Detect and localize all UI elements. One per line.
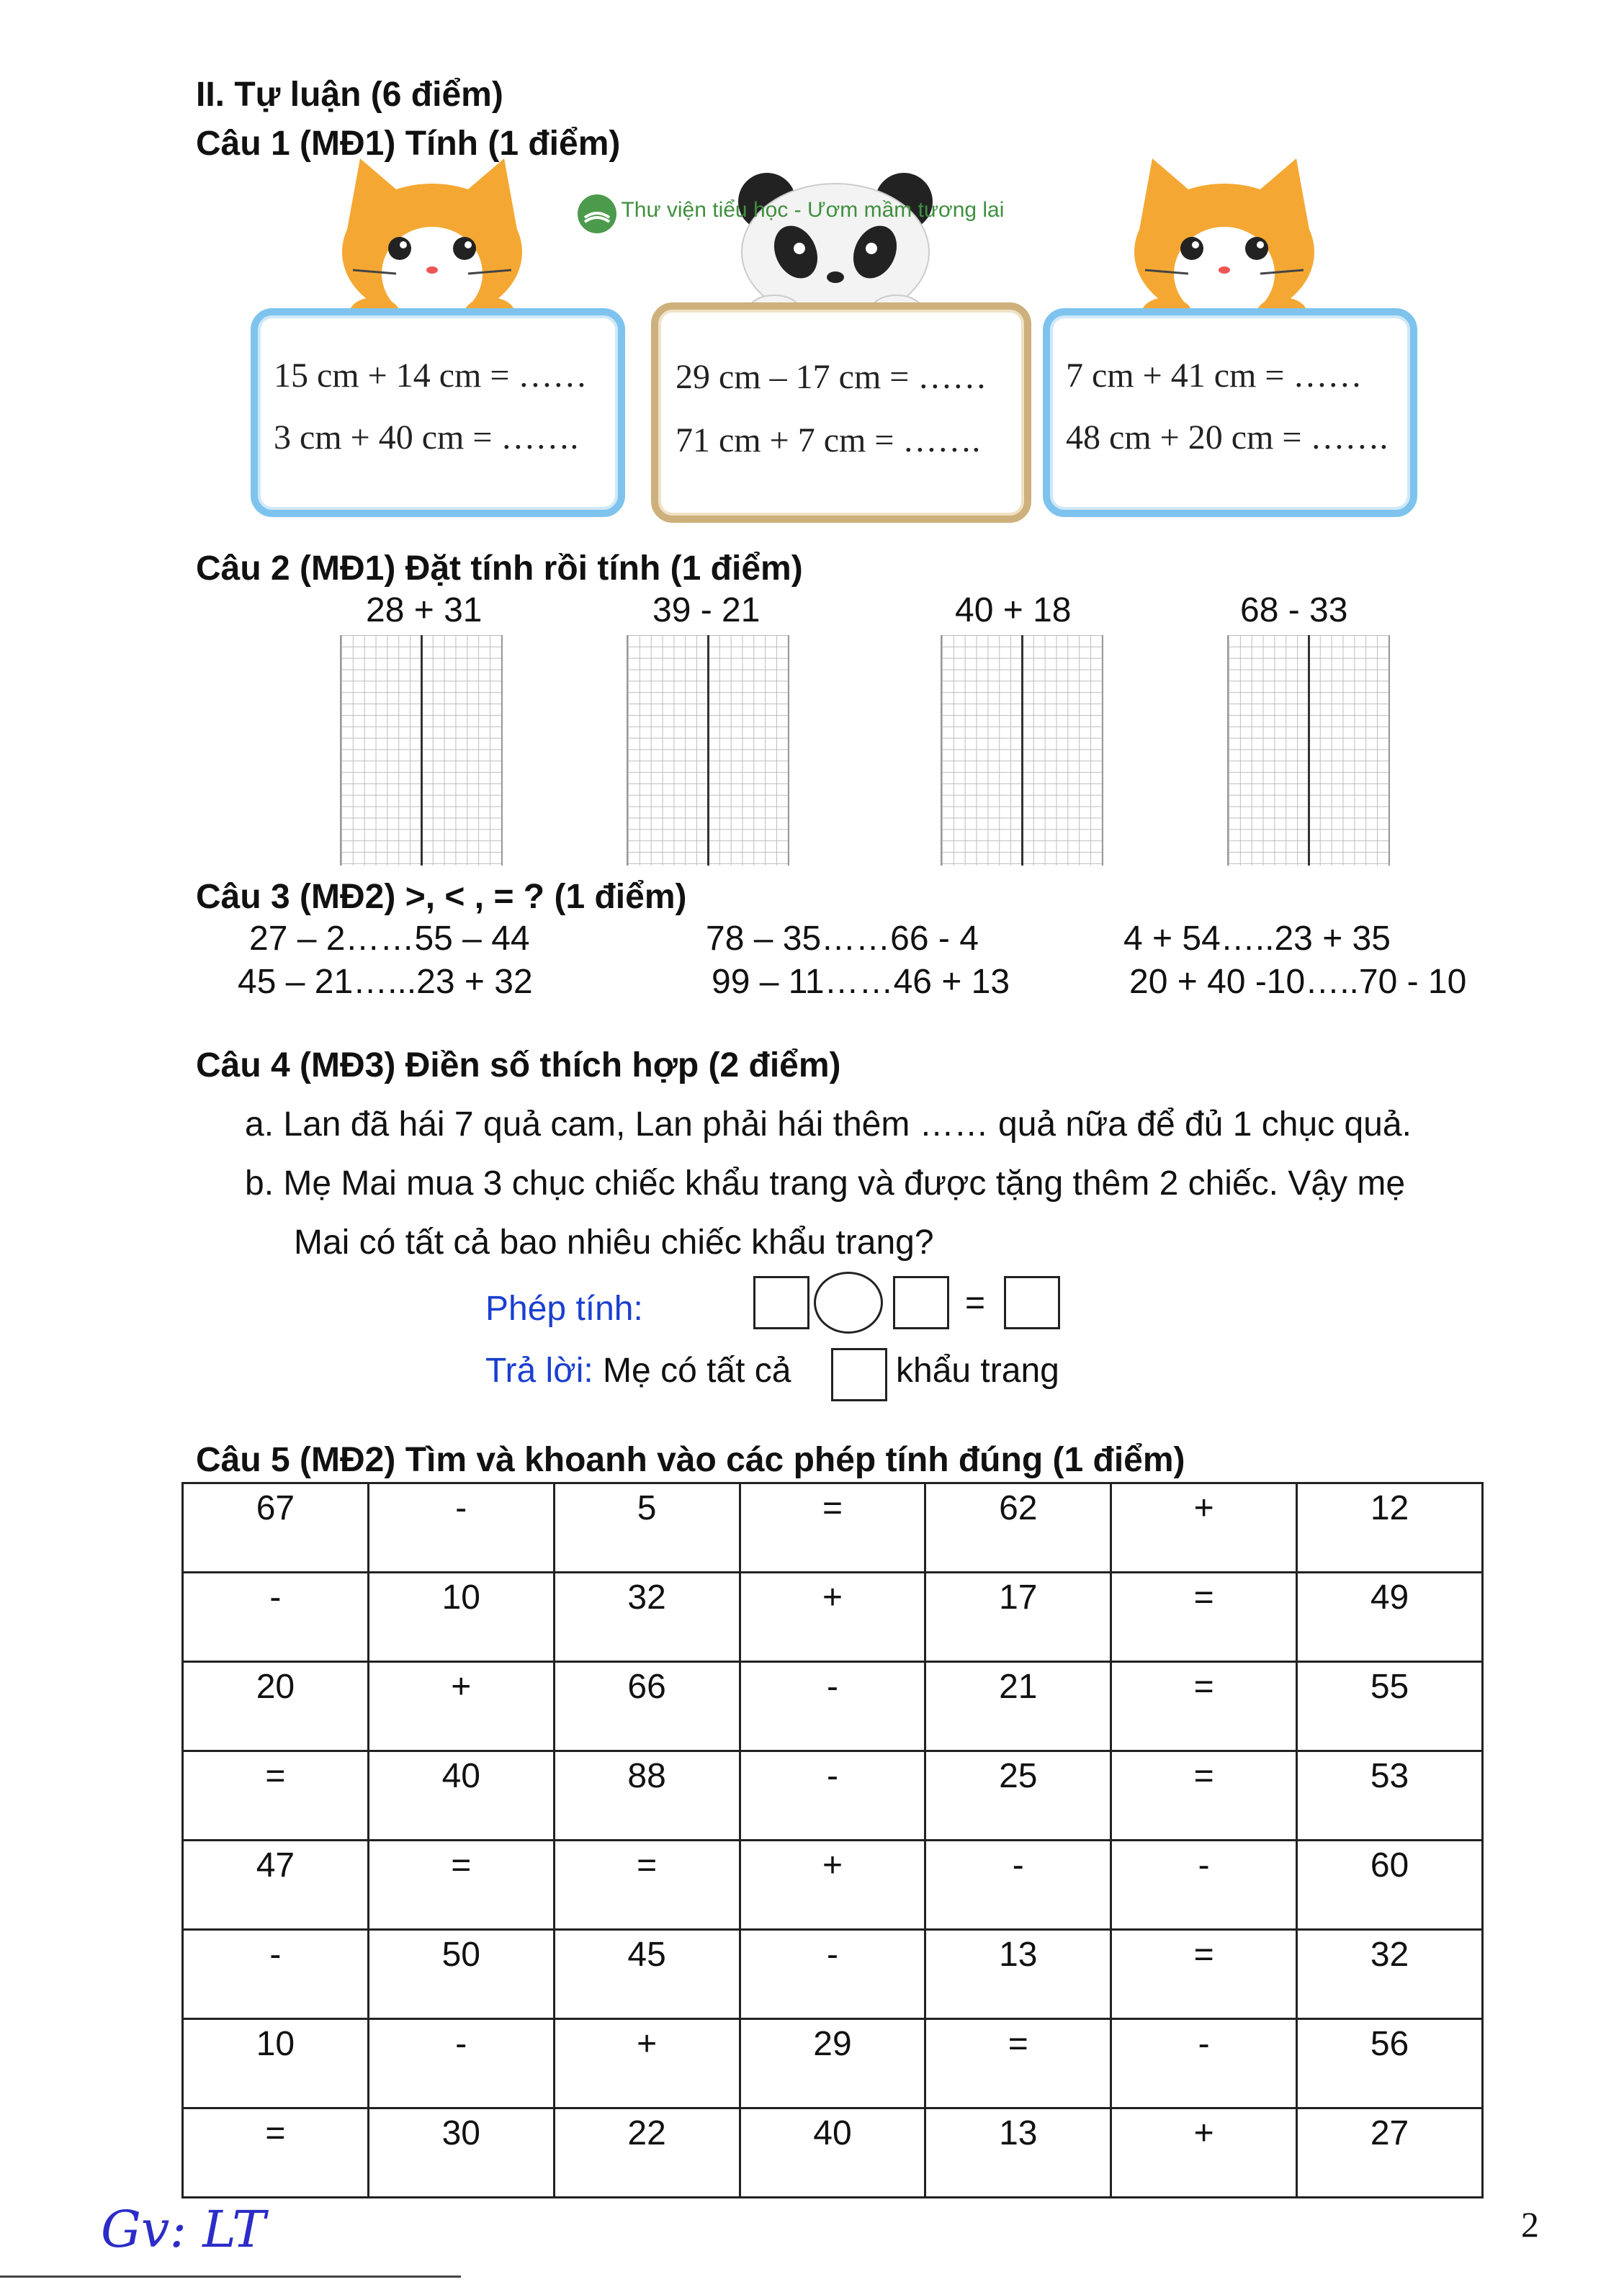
table-cell[interactable]: =: [1111, 1751, 1297, 1841]
card-line: 7 cm + 41 cm = ……: [1066, 356, 1363, 395]
compare-item: 20 + 40 -10…..70 - 10: [1129, 963, 1467, 1001]
table-cell[interactable]: -: [1111, 2019, 1297, 2108]
page-number: 2: [1521, 2204, 1539, 2245]
table-cell[interactable]: -: [925, 1841, 1111, 1930]
table-cell[interactable]: =: [1111, 1930, 1297, 2019]
card-line: 3 cm + 40 cm = …….: [274, 418, 579, 457]
q1-title: Câu 1 (MĐ1) Tính (1 điểm): [196, 125, 621, 163]
table-row: [183, 1751, 1483, 1841]
table-row: [183, 1662, 1483, 1751]
table-cell[interactable]: +: [554, 2019, 740, 2108]
q4-title: Câu 4 (MĐ3) Điền số thích hợp (2 điểm): [196, 1046, 841, 1084]
table-cell[interactable]: 25: [925, 1751, 1111, 1841]
q2-title: Câu 2 (MĐ1) Đặt tính rồi tính (1 điểm): [196, 549, 803, 588]
table-cell[interactable]: 53: [1297, 1751, 1483, 1841]
book-logo-icon: [576, 193, 618, 235]
equals-sign: =: [965, 1284, 986, 1322]
answer-box[interactable]: [893, 1276, 949, 1329]
q4-part-b-line2: Mai có tất cả bao nhiêu chiếc khẩu trang?: [294, 1223, 934, 1262]
compare-item: 99 – 11……46 + 13: [712, 963, 1010, 1001]
table-cell[interactable]: 67: [183, 1483, 369, 1573]
answer-label: Trả lời:: [485, 1352, 593, 1390]
table-cell[interactable]: 88: [554, 1751, 740, 1841]
table-cell[interactable]: =: [183, 1751, 369, 1841]
table-cell[interactable]: 62: [925, 1483, 1111, 1573]
work-grid[interactable]: [340, 635, 503, 866]
table-cell[interactable]: 21: [925, 1662, 1111, 1751]
work-grid[interactable]: [627, 635, 789, 866]
table-cell[interactable]: =: [554, 1841, 740, 1930]
q4-part-b-line1: b. Mẹ Mai mua 3 chục chiếc khẩu trang và được tặng thêm 2 chiếc. Vậy mẹ: [245, 1164, 1406, 1203]
footer-rule: [0, 2276, 461, 2278]
table-cell[interactable]: +: [368, 1662, 554, 1751]
work-grid[interactable]: [1227, 635, 1390, 866]
table-cell[interactable]: =: [925, 2019, 1111, 2108]
table-row: [183, 1483, 1483, 1573]
table-cell[interactable]: 13: [925, 2108, 1111, 2198]
table-cell[interactable]: =: [1111, 1573, 1297, 1662]
table-cell[interactable]: 47: [183, 1841, 369, 1930]
q2-expr: 28 + 31: [366, 591, 483, 629]
svg-text:Gv: LT: Gv: LT: [101, 2200, 266, 2259]
work-grid[interactable]: [941, 635, 1103, 866]
table-row: [183, 1573, 1483, 1662]
table-cell[interactable]: 49: [1297, 1573, 1483, 1662]
table-cell[interactable]: 55: [1297, 1662, 1483, 1751]
compare-item: 78 – 35……66 - 4: [706, 920, 979, 958]
card-line: 48 cm + 20 cm = …….: [1066, 418, 1389, 457]
table-cell[interactable]: -: [183, 1930, 369, 2019]
table-cell[interactable]: +: [1111, 2108, 1297, 2198]
table-cell[interactable]: =: [183, 2108, 369, 2198]
panda-icon: [724, 166, 947, 324]
table-cell[interactable]: 32: [1297, 1930, 1483, 2019]
table-cell[interactable]: 13: [925, 1930, 1111, 2019]
table-cell[interactable]: -: [1111, 1841, 1297, 1930]
table-cell[interactable]: 10: [368, 1573, 554, 1662]
compare-item: 4 + 54…..23 + 35: [1123, 920, 1391, 958]
table-cell[interactable]: 40: [740, 2108, 925, 2198]
calc-card-1: [251, 308, 625, 517]
table-cell[interactable]: 27: [1297, 2108, 1483, 2198]
calc-card-3: [1043, 308, 1417, 517]
compare-item: 45 – 21…...23 + 32: [238, 963, 533, 1001]
answer-prefix: Mẹ có tất cả: [603, 1352, 791, 1390]
table-cell[interactable]: +: [740, 1841, 925, 1930]
card-line: 15 cm + 14 cm = ……: [274, 356, 588, 395]
teacher-signature: [101, 2196, 302, 2268]
table-cell[interactable]: 66: [554, 1662, 740, 1751]
table-cell[interactable]: 50: [368, 1930, 554, 2019]
table-cell[interactable]: 5: [554, 1483, 740, 1573]
compare-item: 27 – 2……55 – 44: [249, 920, 530, 958]
table-cell[interactable]: 32: [554, 1573, 740, 1662]
table-row: [183, 2108, 1483, 2198]
table-cell[interactable]: +: [740, 1573, 925, 1662]
table-cell[interactable]: 20: [183, 1662, 369, 1751]
table-cell[interactable]: 30: [368, 2108, 554, 2198]
table-cell[interactable]: -: [368, 1483, 554, 1573]
calc-card-2: [651, 302, 1031, 523]
table-cell[interactable]: -: [368, 2019, 554, 2108]
library-logo: [576, 193, 1080, 235]
q3-title: Câu 3 (MĐ2) >, < , = ? (1 điểm): [196, 878, 687, 916]
table-cell[interactable]: 10: [183, 2019, 369, 2108]
table-cell[interactable]: 17: [925, 1573, 1111, 1662]
table-cell[interactable]: 40: [368, 1751, 554, 1841]
section-title: II. Tự luận (6 điểm): [196, 76, 503, 114]
table-cell[interactable]: +: [1111, 1483, 1297, 1573]
table-cell[interactable]: 12: [1297, 1483, 1483, 1573]
cat-icon: [1123, 151, 1325, 331]
table-row: [183, 2019, 1483, 2108]
answer-box[interactable]: [753, 1276, 809, 1329]
card-line: 71 cm + 7 cm = …….: [676, 421, 981, 459]
table-cell[interactable]: 45: [554, 1930, 740, 2019]
q4-part-a: a. Lan đã hái 7 quả cam, Lan phải hái thêm …… quả nữa để đủ 1 chục quả.: [245, 1105, 1412, 1144]
table-row: [183, 1841, 1483, 1930]
table-cell[interactable]: -: [183, 1573, 369, 1662]
table-cell[interactable]: 56: [1297, 2019, 1483, 2108]
table-row: [183, 1930, 1483, 2019]
answer-box[interactable]: [1004, 1276, 1060, 1329]
logo-text: Thư viện tiểu học - Ươm mầm tương lai: [621, 198, 1005, 223]
operator-circle[interactable]: [814, 1272, 883, 1334]
table-cell[interactable]: =: [740, 1483, 925, 1573]
table-cell[interactable]: -: [740, 1662, 925, 1751]
table-cell[interactable]: 22: [554, 2108, 740, 2198]
cat-icon: [331, 151, 533, 331]
table-cell[interactable]: -: [740, 1751, 925, 1841]
table-cell[interactable]: =: [368, 1841, 554, 1930]
table-cell[interactable]: =: [1111, 1662, 1297, 1751]
q2-expr: 40 + 18: [955, 591, 1072, 629]
calc-label: Phép tính:: [485, 1290, 643, 1328]
table-cell[interactable]: 29: [740, 2019, 925, 2108]
q2-expr: 68 - 33: [1240, 591, 1348, 629]
table-cell[interactable]: 60: [1297, 1841, 1483, 1930]
table-cell[interactable]: -: [740, 1930, 925, 2019]
card-line: 29 cm – 17 cm = ……: [676, 358, 987, 396]
number-grid: [181, 1482, 1484, 2198]
q5-title: Câu 5 (MĐ2) Tìm và khoanh vào các phép tính đúng (1 điểm): [196, 1441, 1185, 1479]
answer-suffix: khẩu trang: [896, 1352, 1059, 1390]
answer-box[interactable]: [831, 1348, 887, 1401]
q2-expr: 39 - 21: [652, 591, 761, 629]
answer-line: [485, 1351, 791, 1391]
